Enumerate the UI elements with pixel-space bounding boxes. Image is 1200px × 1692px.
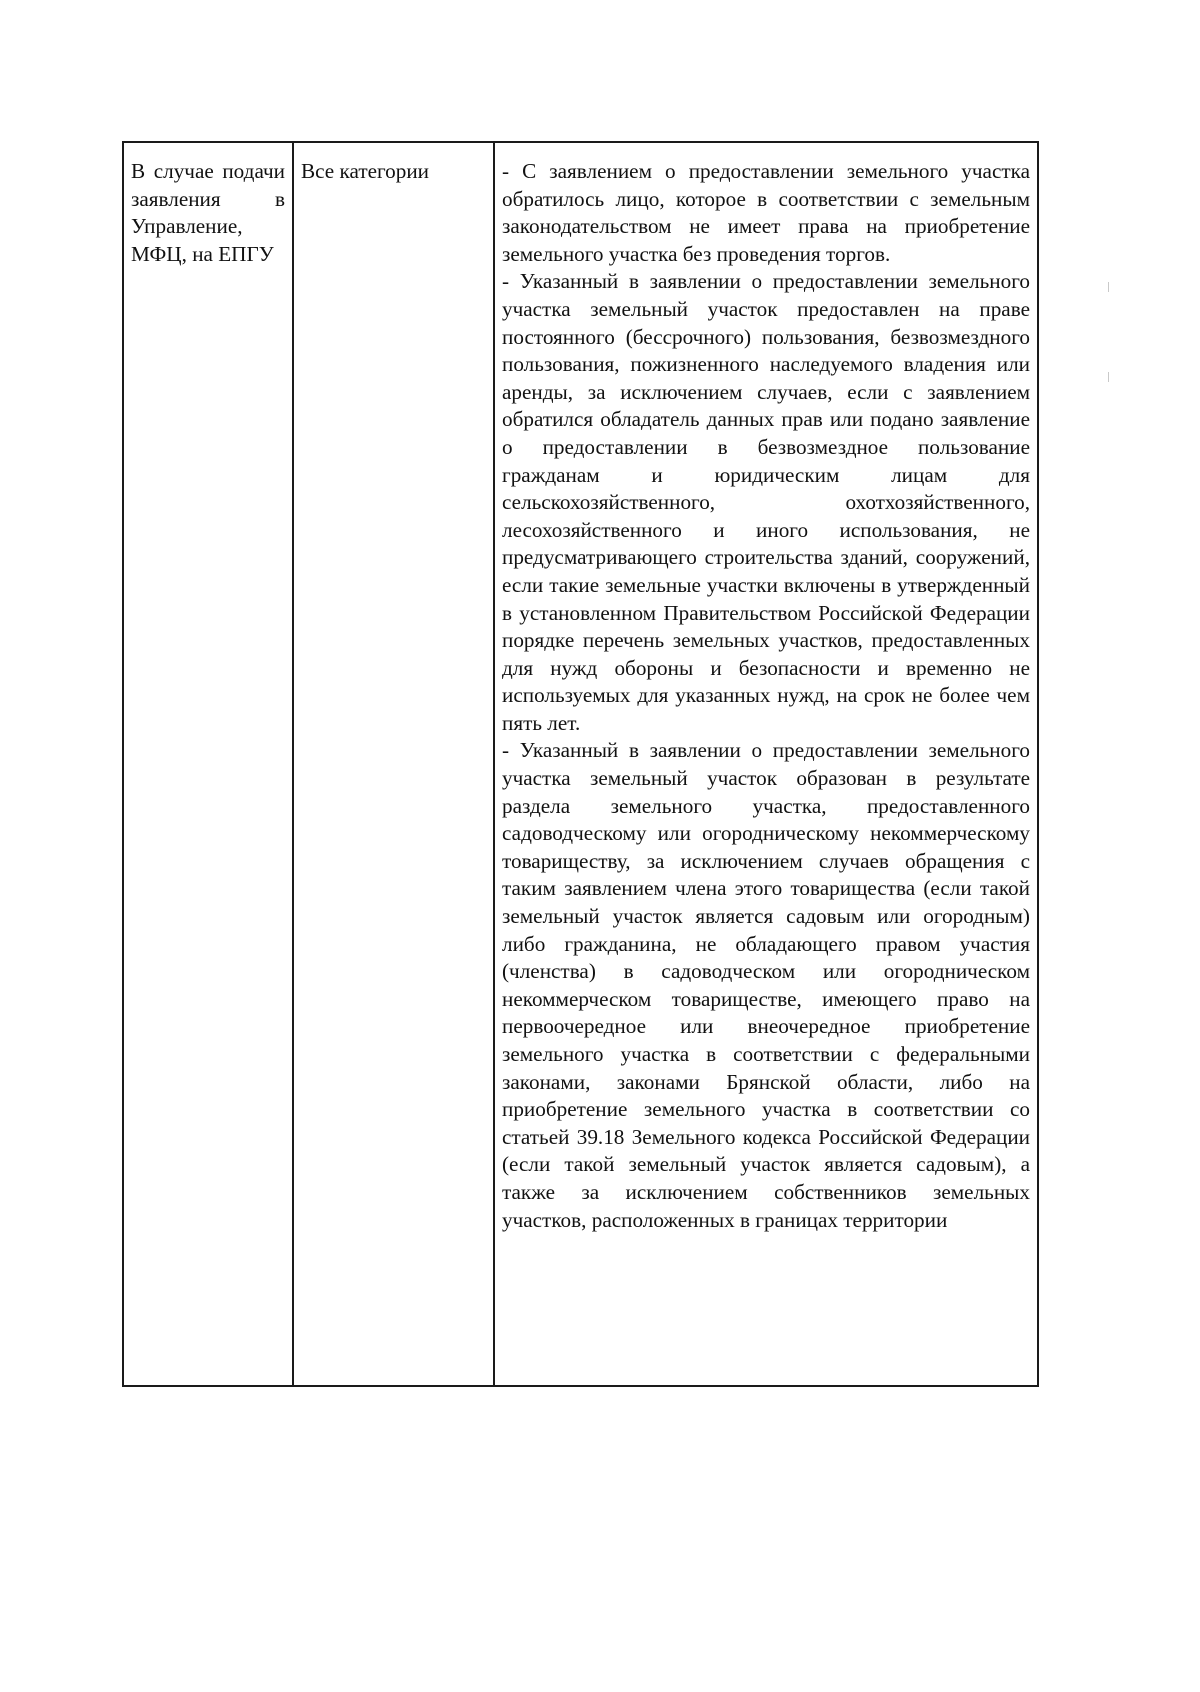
submission-method-text: В случае подачи заявления в Управление, МФЦ, на ЕПГУ [131, 159, 285, 266]
submission-method-cell [123, 142, 293, 1386]
refusal-ground-2: - Указанный в заявлении о предоставлении земельного участка земельный участок предоставлен на праве постоянного (бессрочного) пользования, безвозмездного пользования, пожизненного наследуемого владения или аренды, за исключением случаев, если с заявлением обратился обладатель данных прав или подано заявление о предоставлении в безвозмездное пользование гражданам и юридическим лицам для сельскохозяйственного, охотхозяйственного, лесохозяйственного и иного использования, не предусматривающего строительства зданий, сооружений, если такие земельные участки включены в утвержденный в установленном Правительством Российской Федерации порядке перечень земельных участков, предоставленных для нужд обороны и безопасности и временно не используемых для указанных нужд, на срок не более чем пять лет. [502, 269, 1030, 735]
refusal-grounds-cell [494, 142, 1038, 1386]
applicant-category-cell [293, 142, 494, 1386]
scan-margin-mark [1108, 372, 1109, 382]
table-row [123, 142, 1038, 1386]
refusal-ground-3: - Указанный в заявлении о предоставлении земельного участка земельный участок образован в результате раздела земельного участка, предоставленного садоводческому или огородническому некоммерческому товариществу, за исключением случаев обращения с таким заявлением члена этого товарищества (если такой земельный участок является садовым или огородным) либо гражданина, не обладающего правом участия (членства) в садоводческом или огородническом некоммерческом товариществе, имеющего право на первоочередное или внеочередное приобретение земельного участка в соответствии с федеральными законами, законами Брянской области, либо на приобретение земельного участка в соответствии со статьей 39.18 Земельного кодекса Российской Федерации (если такой земельный участок является садовым), а также за исключением собственников земельных участков, расположенных в границах территории [502, 738, 1030, 1232]
applicant-category-text: Все категории [301, 159, 430, 183]
refusal-ground-1: - С заявлением о предоставлении земельного участка обратилось лицо, которое в соответствии с земельным законодательством не имеет права на приобретение земельного участка без проведения торгов. [502, 159, 1030, 266]
scan-margin-mark [1108, 282, 1109, 292]
document-table [122, 141, 1039, 1387]
